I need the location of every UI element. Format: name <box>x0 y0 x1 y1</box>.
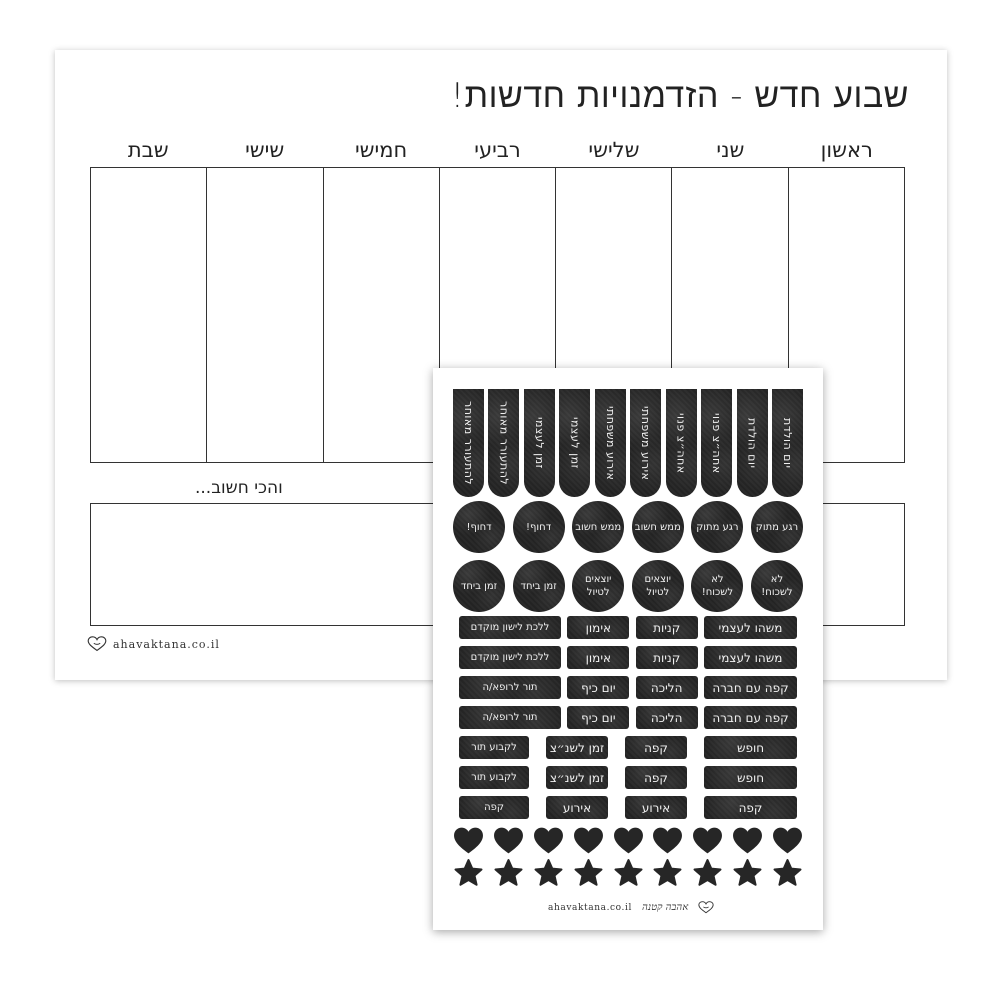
label-sticker-row <box>459 616 797 640</box>
circle-sticker: דחוף! <box>453 501 505 553</box>
heart-sticker-icon <box>692 826 723 856</box>
star-sticker-icon <box>772 858 803 888</box>
heart-logo-icon <box>698 901 714 914</box>
label-sticker: קפה <box>625 766 687 789</box>
circle-sticker: יוצאים לטיול <box>632 560 684 612</box>
planner-title: שבוע חדש - הזדמנויות חדשות! <box>450 76 909 116</box>
tab-sticker-text: יום הולדת <box>780 417 794 469</box>
star-sticker-icon <box>692 858 723 888</box>
star-stickers <box>453 858 803 890</box>
day-column-friday <box>206 168 322 462</box>
tab-sticker-row <box>453 389 803 497</box>
circle-sticker: רגע מתוק <box>751 501 803 553</box>
star-sticker-icon <box>533 858 564 888</box>
circle-sticker: לא לשכוח! <box>751 560 803 612</box>
tab-sticker <box>488 389 519 497</box>
star-sticker-icon <box>732 858 763 888</box>
day-column-saturday <box>91 168 206 462</box>
day-label-sunday: ראשון <box>820 138 873 162</box>
label-sticker: קפה עם חברה <box>704 676 797 699</box>
circle-sticker-row <box>453 501 803 557</box>
heart-sticker-icon <box>613 826 644 856</box>
day-column-thursday <box>323 168 439 462</box>
tab-sticker-text: יום הולדת <box>745 417 759 469</box>
label-sticker: קפה <box>459 796 529 819</box>
circle-sticker: זמן ביחד <box>453 560 505 612</box>
star-sticker-icon <box>573 858 604 888</box>
heart-logo-icon <box>87 636 107 652</box>
label-sticker: משהו לעצמי <box>704 646 797 669</box>
circle-sticker: דחוף! <box>513 501 565 553</box>
label-sticker: קניות <box>636 616 698 639</box>
label-sticker: אירוע <box>546 796 608 819</box>
label-sticker: הליכה <box>636 676 698 699</box>
circle-sticker: יוצאים לטיול <box>572 560 624 612</box>
star-sticker-icon <box>453 858 484 888</box>
tab-sticker-text: אחה״צ פנוי <box>710 412 724 474</box>
day-label-monday: שני <box>716 138 745 162</box>
label-sticker: לקבוע תור <box>459 736 529 759</box>
label-stickers <box>459 616 797 826</box>
sheet-footer <box>548 901 714 914</box>
heart-sticker-icon <box>732 826 763 856</box>
label-sticker: יום כיף <box>567 676 629 699</box>
planner-website: ahavaktana.co.il <box>113 637 220 651</box>
sheet-website: ahavaktana.co.il <box>548 902 632 913</box>
star-sticker-icon <box>493 858 524 888</box>
label-sticker: חופש <box>704 766 797 789</box>
label-sticker: קניות <box>636 646 698 669</box>
circle-sticker: לא לשכוח! <box>691 560 743 612</box>
tab-sticker-text: להתעורר מאוחר <box>462 400 475 486</box>
label-sticker: ללכת לישון מוקדם <box>459 616 561 639</box>
heart-sticker-icon <box>493 826 524 856</box>
label-sticker: ללכת לישון מוקדם <box>459 646 561 669</box>
label-sticker: קפה עם חברה <box>704 706 797 729</box>
sheet-brand-name: אהבה קטנה <box>641 902 689 913</box>
label-sticker: הליכה <box>636 706 698 729</box>
tab-sticker <box>701 389 732 497</box>
heart-sticker-icon <box>573 826 604 856</box>
day-label-tuesday: שלישי <box>588 138 640 162</box>
day-headers <box>90 138 905 168</box>
label-sticker: תור לרופא/ה <box>459 676 561 699</box>
label-sticker: לקבוע תור <box>459 766 529 789</box>
tab-sticker-text: אירוע משפחתי <box>639 405 653 481</box>
star-sticker-icon <box>613 858 644 888</box>
planner-footer <box>87 636 220 652</box>
star-sticker-icon <box>652 858 683 888</box>
circle-stickers <box>453 501 803 621</box>
tab-sticker <box>453 389 484 497</box>
tab-sticker-text: זמן לעצמי <box>532 417 546 469</box>
tab-sticker <box>666 389 697 497</box>
heart-sticker-icon <box>652 826 683 856</box>
label-sticker-row <box>459 676 797 700</box>
label-sticker: חופש <box>704 736 797 759</box>
tab-sticker-text: אירוע משפחתי <box>603 405 617 481</box>
label-sticker-row <box>459 796 797 820</box>
label-sticker-row <box>459 736 797 760</box>
label-sticker-row <box>459 646 797 670</box>
label-sticker-row <box>459 766 797 790</box>
important-label: והכי חשוב... <box>195 478 283 498</box>
label-sticker-row <box>459 706 797 730</box>
tab-sticker <box>595 389 626 497</box>
tab-sticker-text: אחה״צ פנוי <box>674 412 688 474</box>
circle-sticker: ממש חשוב <box>632 501 684 553</box>
tab-sticker <box>772 389 803 497</box>
label-sticker: זמן לשנ״צ <box>546 766 608 789</box>
label-sticker: יום כיף <box>567 706 629 729</box>
heart-stickers <box>453 826 803 856</box>
label-sticker: משהו לעצמי <box>704 616 797 639</box>
label-sticker: קפה <box>625 736 687 759</box>
day-label-wednesday: רביעי <box>474 138 521 162</box>
tab-sticker <box>737 389 768 497</box>
circle-sticker: רגע מתוק <box>691 501 743 553</box>
tab-sticker-text: זמן לעצמי <box>568 417 582 469</box>
label-sticker: קפה <box>704 796 797 819</box>
label-sticker: אימון <box>567 616 629 639</box>
heart-sticker-icon <box>533 826 564 856</box>
day-label-saturday: שבת <box>127 138 169 162</box>
tab-sticker-text: להתעורר מאוחר <box>497 400 511 486</box>
circle-sticker-row <box>453 560 803 616</box>
circle-sticker: זמן ביחד <box>513 560 565 612</box>
label-sticker: אימון <box>567 646 629 669</box>
tab-sticker <box>524 389 555 497</box>
circle-sticker: ממש חשוב <box>572 501 624 553</box>
tab-sticker <box>559 389 590 497</box>
heart-sticker-icon <box>453 826 484 856</box>
label-sticker: תור לרופא/ה <box>459 706 561 729</box>
tab-sticker <box>630 389 661 497</box>
heart-sticker-icon <box>772 826 803 856</box>
day-label-thursday: חמישי <box>354 138 408 162</box>
day-label-friday: שישי <box>245 138 285 162</box>
label-sticker: אירוע <box>625 796 687 819</box>
label-sticker: זמן לשנ״צ <box>546 736 608 759</box>
sticker-sheet <box>433 368 823 930</box>
